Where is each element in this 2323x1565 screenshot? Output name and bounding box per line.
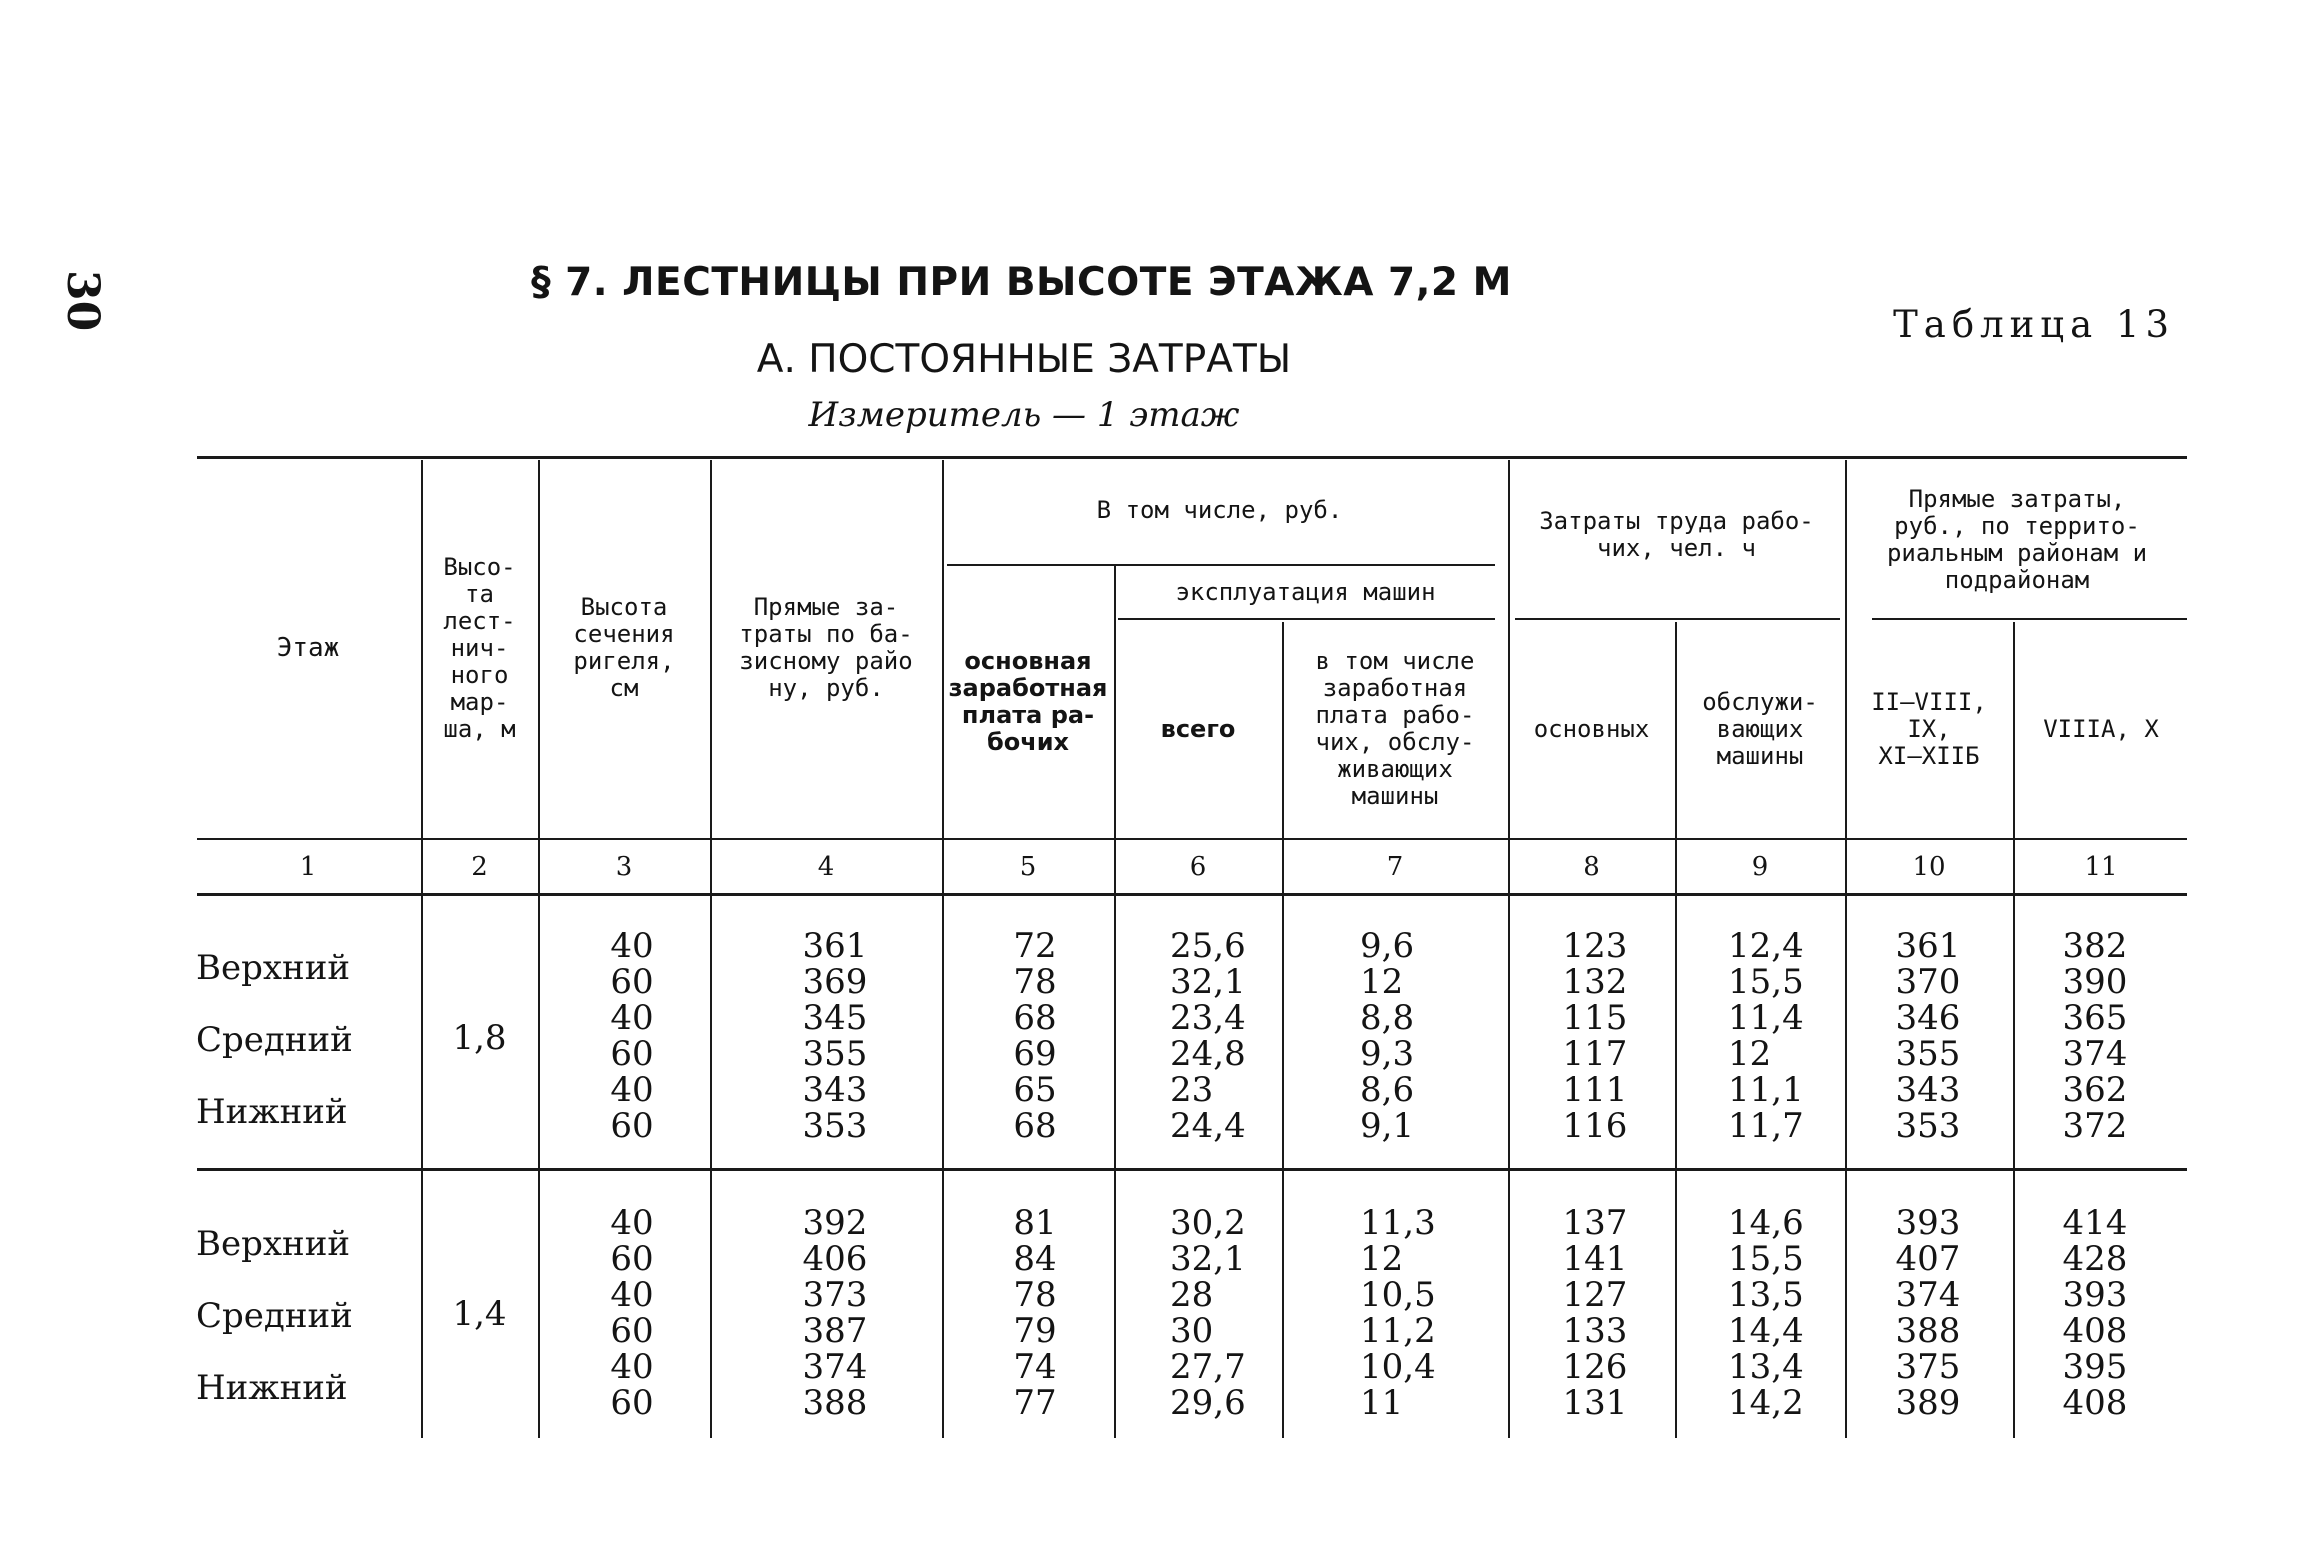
section-title: § 7. ЛЕСТНИЦЫ ПРИ ВЫСОТЕ ЭТАЖА 7,2 М xyxy=(531,260,1512,305)
cell: 414 xyxy=(2062,1203,2128,1243)
cell: 388 xyxy=(802,1383,868,1423)
cell: 373 xyxy=(802,1275,868,1315)
cell: 343 xyxy=(1895,1070,1961,1110)
cell: 40 xyxy=(610,1070,654,1110)
floor-label: Нижний xyxy=(196,1092,348,1132)
header-machine-operation: эксплуатация машин xyxy=(1175,577,1436,606)
cell: 406 xyxy=(802,1239,868,1279)
cell: 68 xyxy=(1013,998,1057,1038)
header-floor: Этаж xyxy=(276,632,340,663)
cell: 395 xyxy=(2062,1347,2128,1387)
cell: 408 xyxy=(2062,1311,2128,1351)
cell: 389 xyxy=(1895,1383,1961,1423)
header-labor-costs: Затраты труда рабо- чих, чел. ч xyxy=(1539,507,1814,562)
cell: 30 xyxy=(1170,1311,1214,1351)
flight-height-value: 1,4 xyxy=(452,1294,507,1334)
cell: 11,3 xyxy=(1360,1203,1436,1243)
cell: 11 xyxy=(1360,1383,1404,1423)
cell: 40 xyxy=(610,1203,654,1243)
header-labor-machine: обслужи- вающих машины xyxy=(1702,687,1818,770)
cell: 345 xyxy=(802,998,868,1038)
cell: 9,1 xyxy=(1360,1106,1415,1146)
region-b-column xyxy=(2045,1205,2145,1421)
cell: 24,4 xyxy=(1170,1106,1246,1146)
cell: 353 xyxy=(1895,1106,1961,1146)
cell: 343 xyxy=(802,1070,868,1110)
cell: 408 xyxy=(2062,1383,2128,1423)
cell: 353 xyxy=(802,1106,868,1146)
header-labor-main: основных xyxy=(1533,714,1650,743)
beam-height-column xyxy=(582,1205,682,1421)
cell: 14,4 xyxy=(1728,1311,1804,1351)
cell: 388 xyxy=(1895,1311,1961,1351)
cell: 8,6 xyxy=(1360,1070,1415,1110)
machine-total-column xyxy=(1170,1205,1280,1421)
cell: 123 xyxy=(1562,926,1628,966)
cell: 40 xyxy=(610,1275,654,1315)
cell: 74 xyxy=(1013,1347,1057,1387)
cell: 32,1 xyxy=(1170,962,1246,1002)
header-machine-wage: в том числе заработная плата рабо- чих, обслу- живающих машины xyxy=(1315,647,1475,810)
header-region-b: VIIIА, X xyxy=(2043,714,2159,743)
cell: 9,6 xyxy=(1360,926,1415,966)
cell: 13,4 xyxy=(1728,1347,1804,1387)
column-number: 3 xyxy=(615,852,633,882)
cell: 361 xyxy=(1895,926,1961,966)
direct-costs-column xyxy=(785,928,885,1144)
labor-machine-column xyxy=(1728,928,1838,1144)
cell: 11,1 xyxy=(1728,1070,1804,1110)
cell: 32,1 xyxy=(1170,1239,1246,1279)
cell: 23 xyxy=(1170,1070,1214,1110)
cell: 28 xyxy=(1170,1275,1214,1315)
column-number: 6 xyxy=(1189,852,1207,882)
cell: 60 xyxy=(610,962,654,1002)
cell: 12,4 xyxy=(1728,926,1804,966)
cell: 23,4 xyxy=(1170,998,1246,1038)
cell: 126 xyxy=(1562,1347,1628,1387)
cell: 361 xyxy=(802,926,868,966)
cell: 29,6 xyxy=(1170,1383,1246,1423)
cell: 393 xyxy=(2062,1275,2128,1315)
cell: 382 xyxy=(2062,926,2128,966)
machine-wage-column xyxy=(1360,1205,1480,1421)
cell: 116 xyxy=(1562,1106,1628,1146)
base-wage-column xyxy=(985,1205,1085,1421)
cell: 374 xyxy=(1895,1275,1961,1315)
cell: 370 xyxy=(1895,962,1961,1002)
cell: 374 xyxy=(2062,1034,2128,1074)
cell: 9,3 xyxy=(1360,1034,1415,1074)
cell: 12 xyxy=(1360,1239,1404,1279)
cell: 141 xyxy=(1562,1239,1628,1279)
column-number: 4 xyxy=(817,852,835,882)
cell: 14,6 xyxy=(1728,1203,1804,1243)
cell: 40 xyxy=(610,1347,654,1387)
header-flight-height: Высо- та лест- нич- ного мар- ша, м xyxy=(443,552,516,743)
header-direct-costs-regions: Прямые затраты, руб., по террито- риальным районам и подрайонам xyxy=(1886,485,2148,594)
floor-label: Верхний xyxy=(196,948,351,988)
direct-costs-column xyxy=(785,1205,885,1421)
cell: 60 xyxy=(610,1239,654,1279)
measure-unit: Измеритель — 1 этаж xyxy=(808,395,1240,435)
cell: 390 xyxy=(2062,962,2128,1002)
cell: 428 xyxy=(2062,1239,2128,1279)
cell: 127 xyxy=(1562,1275,1628,1315)
cell: 115 xyxy=(1562,998,1628,1038)
cell: 133 xyxy=(1562,1311,1628,1351)
header-direct-costs-base: Прямые за- траты по ба- зисному райо ну, руб. xyxy=(739,593,913,702)
header-machine-total: всего xyxy=(1160,714,1236,743)
floor-label: Средний xyxy=(196,1020,353,1060)
cell: 8,8 xyxy=(1360,998,1415,1038)
cell: 387 xyxy=(802,1311,868,1351)
cell: 79 xyxy=(1013,1311,1057,1351)
labor-machine-column xyxy=(1728,1205,1838,1421)
column-number: 7 xyxy=(1386,852,1404,882)
cell: 393 xyxy=(1895,1203,1961,1243)
labor-main-column xyxy=(1545,1205,1645,1421)
cell: 68 xyxy=(1013,1106,1057,1146)
cell: 27,7 xyxy=(1170,1347,1246,1387)
table-label: Таблица 13 xyxy=(1893,303,2175,346)
cell: 132 xyxy=(1562,962,1628,1002)
base-wage-column xyxy=(985,928,1085,1144)
floor-label: Средний xyxy=(196,1296,353,1336)
cell: 78 xyxy=(1013,1275,1057,1315)
header-including: В том числе, руб. xyxy=(1096,495,1343,524)
header-beam-height: Высота сечения ригеля, см xyxy=(573,593,675,702)
cell: 407 xyxy=(1895,1239,1961,1279)
floor-label: Верхний xyxy=(196,1224,351,1264)
floor-label: Нижний xyxy=(196,1368,348,1408)
cell: 117 xyxy=(1562,1034,1628,1074)
cell: 374 xyxy=(802,1347,868,1387)
cell: 10,5 xyxy=(1360,1275,1436,1315)
cell: 365 xyxy=(2062,998,2128,1038)
beam-height-column xyxy=(582,928,682,1144)
column-number: 1 xyxy=(299,852,317,882)
cell: 362 xyxy=(2062,1070,2128,1110)
cell: 25,6 xyxy=(1170,926,1246,966)
column-number: 11 xyxy=(2084,852,2118,882)
column-number: 9 xyxy=(1751,852,1769,882)
cell: 346 xyxy=(1895,998,1961,1038)
subtitle: А. ПОСТОЯННЫЕ ЗАТРАТЫ xyxy=(756,337,1292,382)
cell: 65 xyxy=(1013,1070,1057,1110)
cell: 14,2 xyxy=(1728,1383,1804,1423)
cell: 355 xyxy=(1895,1034,1961,1074)
cell: 10,4 xyxy=(1360,1347,1436,1387)
cell: 60 xyxy=(610,1106,654,1146)
cell: 78 xyxy=(1013,962,1057,1002)
cell: 72 xyxy=(1013,926,1057,966)
cell: 40 xyxy=(610,998,654,1038)
cell: 77 xyxy=(1013,1383,1057,1423)
cell: 137 xyxy=(1562,1203,1628,1243)
cell: 40 xyxy=(610,926,654,966)
region-a-column xyxy=(1878,1205,1978,1421)
cell: 30,2 xyxy=(1170,1203,1246,1243)
column-number: 5 xyxy=(1019,852,1037,882)
cell: 60 xyxy=(610,1383,654,1423)
cell: 60 xyxy=(610,1034,654,1074)
cell: 11,4 xyxy=(1728,998,1804,1038)
cell: 12 xyxy=(1360,962,1404,1002)
flight-height-value: 1,8 xyxy=(452,1018,507,1058)
cell: 131 xyxy=(1562,1383,1628,1423)
column-number: 8 xyxy=(1583,852,1600,882)
page-number: 30 xyxy=(57,270,108,332)
cell: 355 xyxy=(802,1034,868,1074)
cell: 69 xyxy=(1013,1034,1057,1074)
cell: 15,5 xyxy=(1728,962,1804,1002)
cell: 84 xyxy=(1013,1239,1057,1279)
machine-wage-column xyxy=(1360,928,1480,1144)
cell: 375 xyxy=(1895,1347,1961,1387)
column-number: 2 xyxy=(471,852,488,882)
cell: 11,7 xyxy=(1728,1106,1804,1146)
region-a-column xyxy=(1878,928,1978,1144)
cell: 372 xyxy=(2062,1106,2128,1146)
labor-main-column xyxy=(1545,928,1645,1144)
cell: 111 xyxy=(1562,1070,1628,1110)
cell: 13,5 xyxy=(1728,1275,1804,1315)
cell: 11,2 xyxy=(1360,1311,1436,1351)
header-base-wage: основная заработная плата ра- бочих xyxy=(948,647,1108,756)
cell: 12 xyxy=(1728,1034,1772,1074)
header-region-a: II—VIII, IX, XI—XIIБ xyxy=(1871,687,1987,770)
cell: 369 xyxy=(802,962,868,1002)
cell: 392 xyxy=(802,1203,868,1243)
cell: 24,8 xyxy=(1170,1034,1246,1074)
column-number: 10 xyxy=(1912,852,1946,882)
cell: 81 xyxy=(1013,1203,1057,1243)
cell: 60 xyxy=(610,1311,654,1351)
region-b-column xyxy=(2045,928,2145,1144)
cell: 15,5 xyxy=(1728,1239,1804,1279)
machine-total-column xyxy=(1170,928,1280,1144)
